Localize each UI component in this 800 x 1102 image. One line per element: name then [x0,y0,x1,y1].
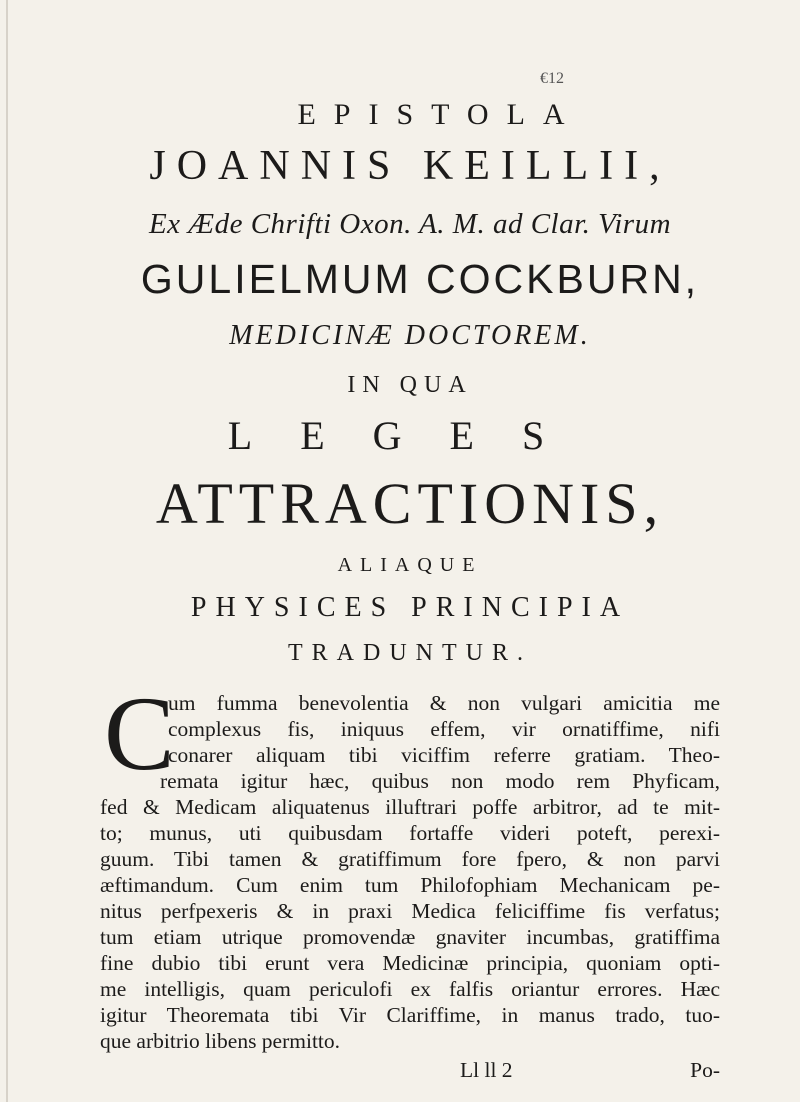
letter-body [100,690,720,1054]
title-in-qua: IN QUA [347,372,473,398]
body-line: remata igitur hæc, quibus non modo rem Phyficam, [160,769,720,793]
body-line: me intelligis, quam periculofi ex falfis oriantur errores. Hæc [100,977,720,1001]
drop-cap: C [104,675,175,792]
title-recipient-degree: MEDICINÆ DOCTOREM. [229,320,591,351]
body-line: um fumma benevolentia & non vulgari amicitia me [168,691,720,715]
body-line: tum etiam utrique promovendæ gnaviter incumbas, gratiffima [100,925,720,949]
catchword: Po- [690,1058,720,1082]
title-attractionis: ATTRACTIONIS, [155,471,665,536]
title-recipient: GULIELMUM COCKBURN, [140,256,700,302]
page-spine-shadow [6,0,8,1102]
body-line: æftimandum. Cum enim tum Philofophiam Mechanicam pe- [100,873,720,897]
body-line: fed & Medicam aliquatenus illuftrari poffe arbitror, ad te mit- [100,795,720,819]
body-line: to; munus, uti quibusdam fortaffe videri poteft, perexi- [100,821,720,845]
signature-mark: Ll ll 2 [460,1058,513,1082]
body-line: igitur Theoremata tibi Vir Clariffime, in manus trado, tuo- [100,1003,720,1027]
title-aliaque: ALIAQUE [337,554,483,576]
title-author: JOANNIS KEILLII, [149,143,671,189]
body-line: fine dubio tibi erunt vera Medicinæ principia, quoniam opti- [100,951,720,975]
body-line: conarer aliquam tibi viciffim referre gratiam. Theo- [168,743,720,767]
body-line: que arbitrio libens permitto. [100,1029,341,1053]
body-line: complexus fis, iniquus effem, vir ornatiffime, nifi [168,717,720,741]
title-leges: LEGES [227,413,593,458]
body-line: guum. Tibi tamen & gratiffimum fore fpero, & non parvi [100,847,720,871]
title-physices-principia: PHYSICES PRINCIPIA [190,592,630,623]
page-number: €12 [540,70,564,87]
body-line: nitus perfpexeris & in praxi Medica feliciffime fis verfatus; [100,899,720,923]
title-traduntur: TRADUNTUR. [288,640,532,666]
title-affiliation: Ex Æde Chrifti Oxon. A. M. ad Clar. Virum [148,208,672,240]
title-epistola: EPISTOLA [297,98,583,131]
